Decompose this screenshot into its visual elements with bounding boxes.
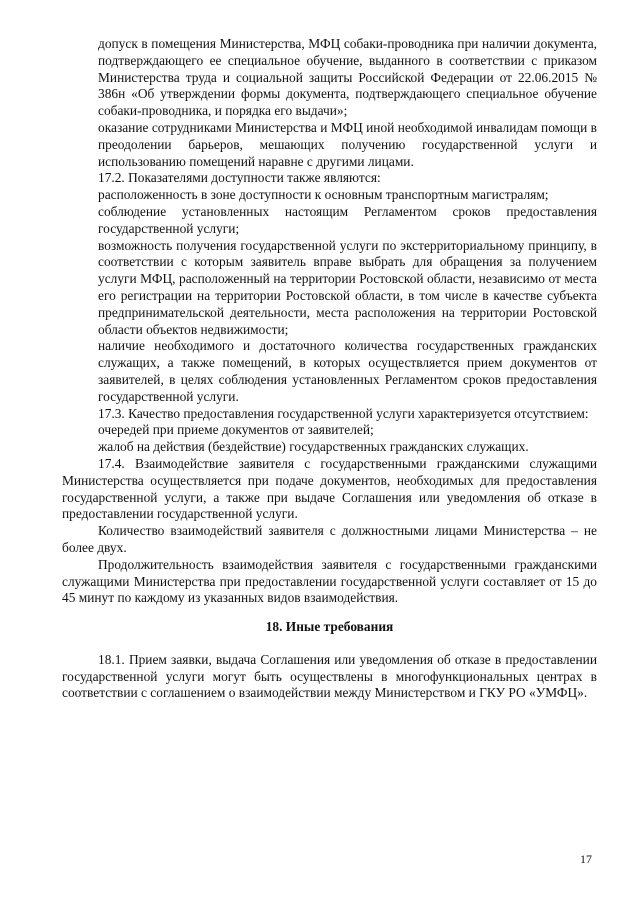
paragraph: жалоб на действия (бездействие) государственных гражданских служащих. (98, 439, 529, 455)
paragraph: соблюдение установленных настоящим Регламентом сроков предоставления государственной услуги; (98, 203, 597, 236)
section-heading: 18. Иные требования (265, 619, 394, 635)
paragraph: 17.2. Показателями доступности также являются: (98, 170, 381, 186)
paragraph: 17.4. Взаимодействие заявителя с государственными гражданскими служащими Министерства осуществляется при подаче документов, необходимых для предоставления государственной услуги, а также при выдаче Соглашения или уведомления об отказе в предоставлении государственной услуги. (62, 455, 597, 522)
paragraph: расположенность в зоне доступности к основным транспортным магистралям; (98, 187, 549, 203)
paragraph: оказание сотрудниками Министерства и МФЦ иной необходимой инвалидам помощи в преодолении барьеров, мешающих получению государственной услуги и использованию помещений наравне с другими лицами. (98, 119, 597, 169)
paragraph: Продолжительность взаимодействия заявителя с государственными гражданскими служащими Министерства при предоставлении государственной услуги составляет от 15 до 45 минут по каждому из указанных видов взаимодействия. (62, 556, 597, 606)
page-number: 17 (580, 852, 592, 866)
paragraph: допуск в помещения Министерства, МФЦ собаки-проводника при наличии документа, подтверждающего ее специальное обучение, выданного в соответствии с приказом Министерства труда и социальной защиты Российской Федерации от 22.06.2015 № 386н «Об утверждении формы документа, подтверждающего специальное обучение собаки-проводника, и порядка его выдачи»; (98, 36, 597, 119)
document-body (62, 36, 597, 702)
paragraph: Количество взаимодействий заявителя с должностными лицами Министерства – не более двух. (62, 523, 597, 555)
paragraph: очередей при приеме документов от заявителей; (98, 422, 374, 438)
paragraph: 17.3. Качество предоставления государственной услуги характеризуется отсутствием: (98, 405, 589, 421)
paragraph: наличие необходимого и достаточного количества государственных гражданских служащих, а также помещений, в которых осуществляется прием документов от заявителей, в целях соблюдения установленных Регламентом сроков предоставления государственной услуги. (98, 338, 597, 404)
paragraph: возможность получения государственной услуги по экстерриториальному принципу, в соответствии с которым заявитель вправе выбрать для обращения за получением услуги МФЦ, расположенный на территории Ростовской области, независимо от места его регистрации на территории Ростовской области, в том числе в качестве субъекта предпринимательской деятельности, места расположения на территории Ростовской области объектов недвижимости; (98, 237, 597, 337)
paragraph: 18.1. Прием заявки, выдача Соглашения или уведомления об отказе в предоставлении государственной услуги могут быть осуществлены в многофункциональных центрах в соответствии с соглашением о взаимодействии между Министерством и ГКУ РО «УМФЦ». (62, 651, 597, 701)
